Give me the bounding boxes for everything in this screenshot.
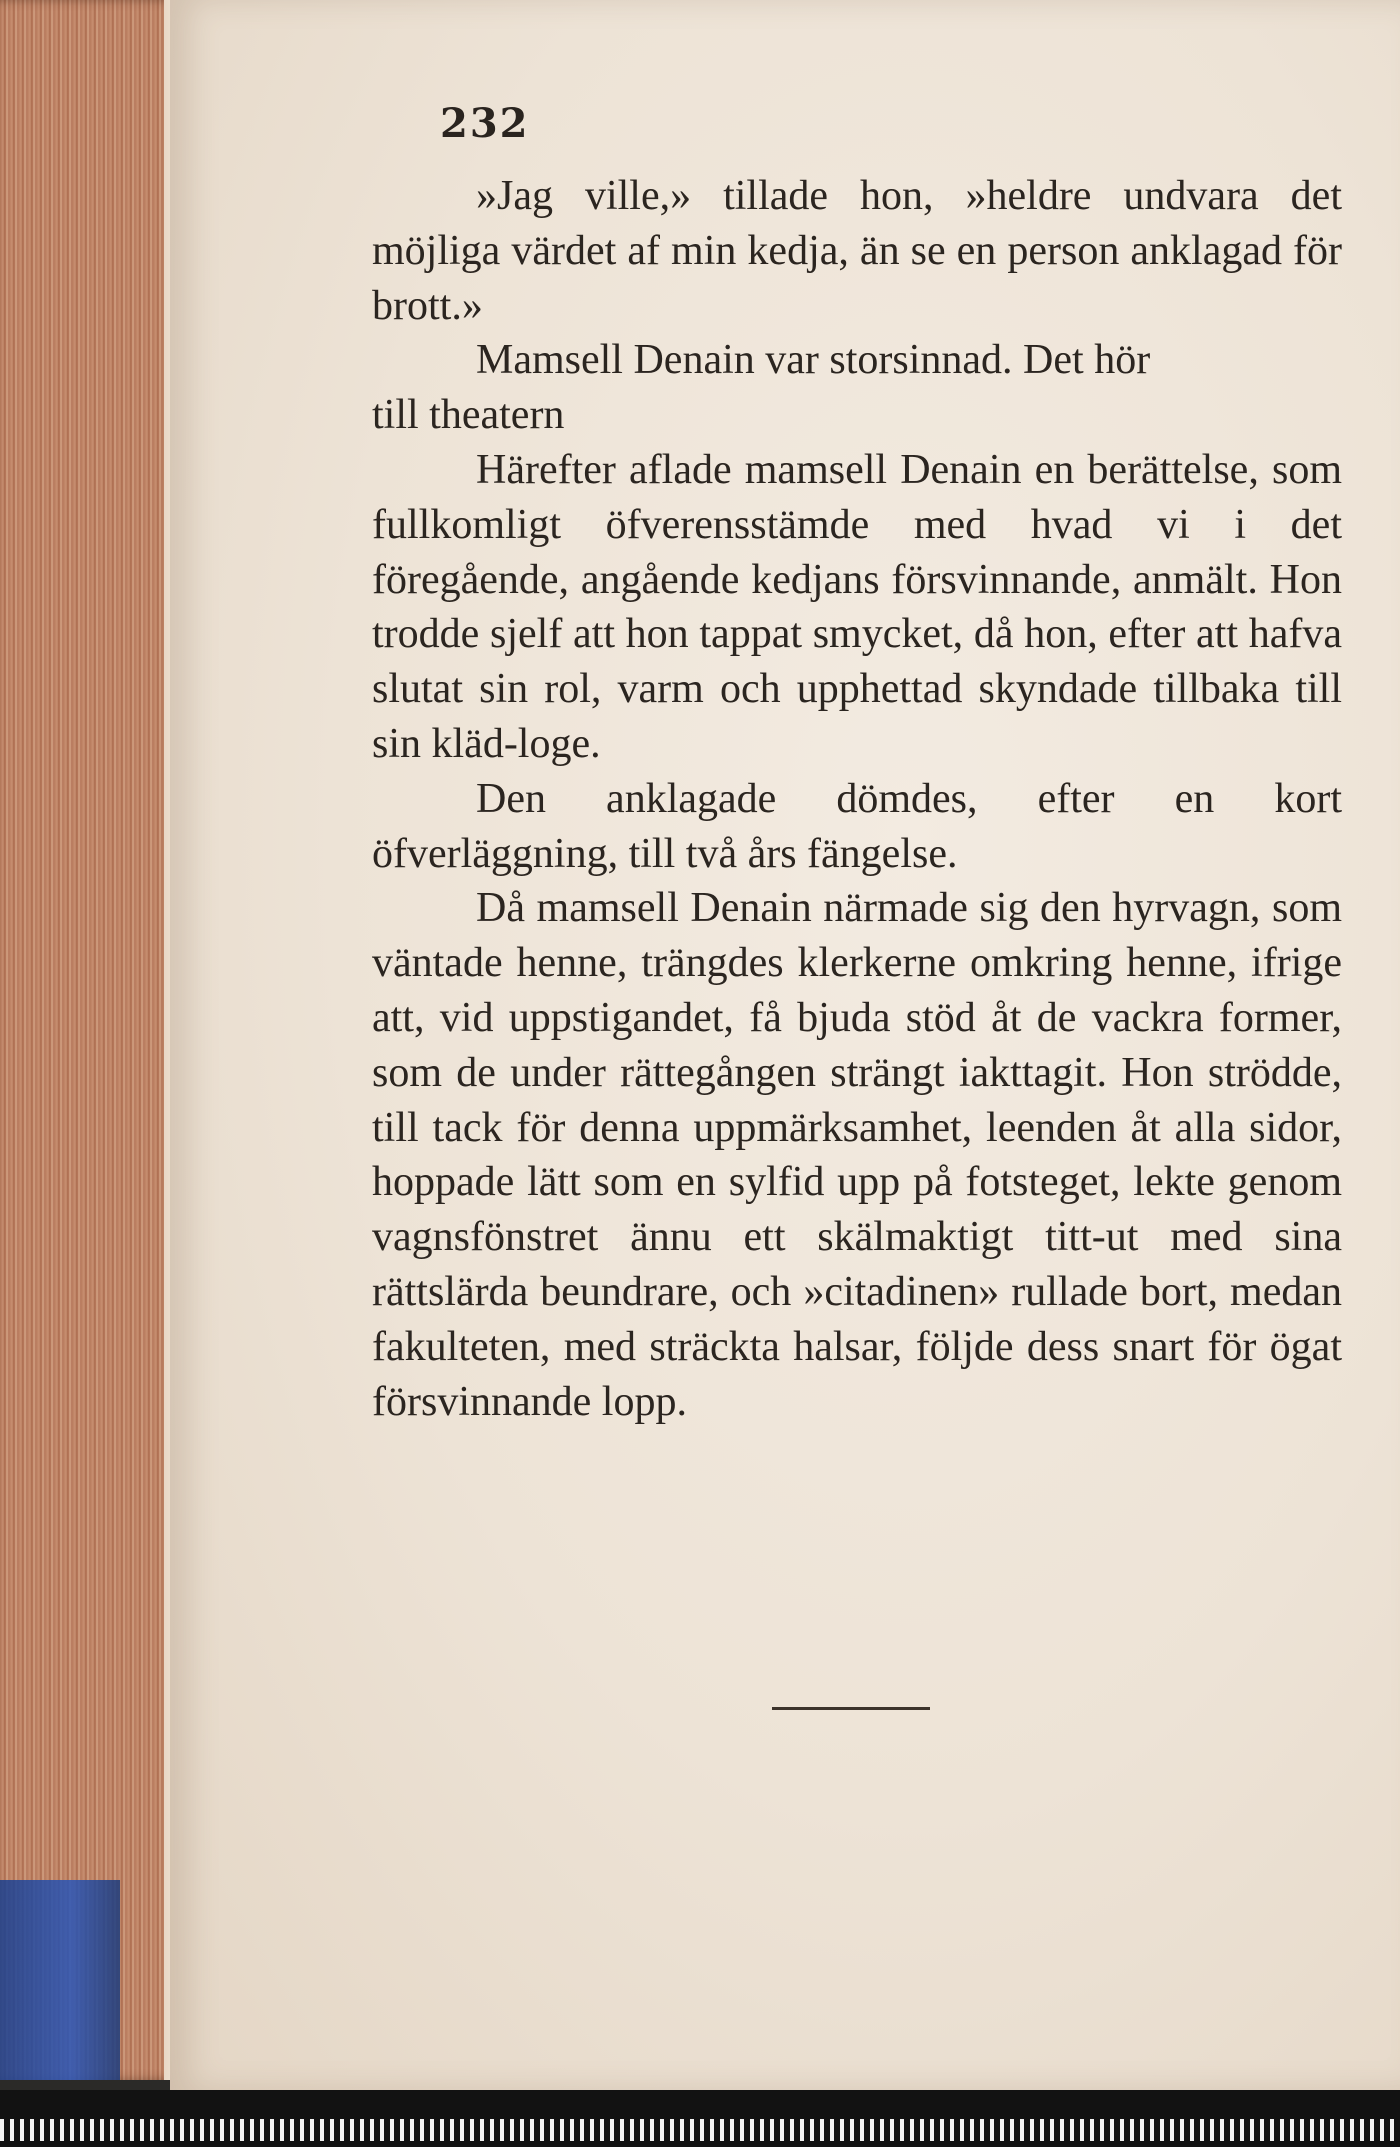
paragraph: Mamsell Denain var storsinnad. Det hör (476, 337, 1151, 384)
binding-mark (0, 1880, 120, 2080)
closing-rule (772, 1707, 930, 1710)
scanner-strip (0, 2090, 1400, 2147)
paragraph: Härefter aflade mamsell Denain en berättelse, som fullkomligt öfverensstämde med hvad vi i det föregående, angående kedjans försvinnande, anmält. Hon trodde sjelf att hon tappat smycket, då hon, efter att hafva slutat sin rol, varm och upphettad skyndade tillbaka till sin kläd-loge. (372, 446, 1342, 767)
paragraph: Den anklagade dömdes, efter en kort öfverläggning, till två års fängelse. (372, 775, 1342, 877)
paragraph: till theatern (372, 392, 565, 439)
scale-bar (0, 2119, 1400, 2141)
body-text (372, 169, 1342, 1429)
paragraph: »Jag ville,» tillade hon, »heldre undvara det möjliga värdet af min kedja, än se en person anklagad för brott.» (372, 173, 1342, 329)
page-number: 232 (440, 100, 530, 147)
paragraph: Då mamsell Denain närmade sig den hyrvagn, som väntade henne, trängdes klerkerne omkring henne, ifrige att, vid uppstigandet, få bjuda stöd åt de vackra former, som de under rättegången strängt iakttagit. Hon strödde, till tack för denna uppmärksamhet, leenden åt alla sidor, hoppade lätt som en sylfid upp på fotsteget, lekte genom vagnsfönstret ännu ett skälmaktigt titt-ut med sina rättslärda beundrare, och »citadinen» rullade bort, medan fakulteten, med sträckta halsar, följde dess snart för ögat försvinnande lopp. (372, 885, 1342, 1425)
page-content (372, 100, 1342, 1429)
book-page-edges (0, 0, 178, 2080)
